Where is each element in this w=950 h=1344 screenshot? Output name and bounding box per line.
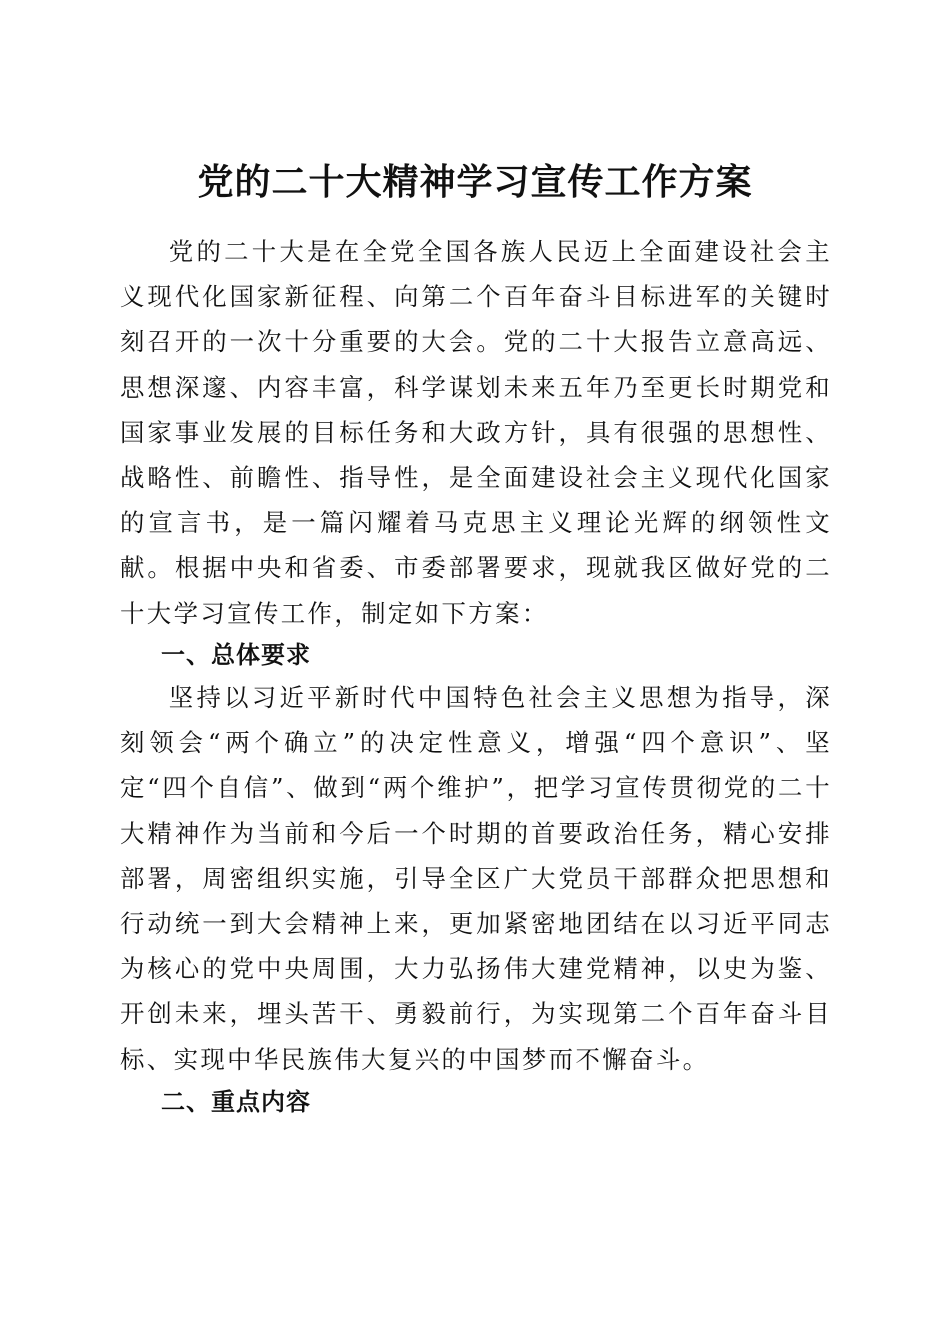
document-title: 党的二十大精神学习宣传工作方案	[197, 161, 753, 204]
intro-paragraph: 党的二十大是在全党全国各族人民迈上全面建设社会主义现代化国家新征程、向第二个百年奋斗目标进军的关键时刻召开的一次十分重要的大会。党的二十大报告立意高远、思想深邃、内容丰富，科学谋划未来五年乃至更长时期党和国家事业发展的目标任务和大政方针，具有很强的思想性、战略性、前瞻性、指导性，是全面建设社会主义现代化国家的宣言书，是一篇闪耀着马克思主义理论光辉的纲领性文献。根据中央和省委、市委部署要求，现就我区做好党的二十大学习宣传工作，制定如下方案：	[120, 237, 832, 628]
general-requirements-paragraph: 坚持以习近平新时代中国特色社会主义思想为指导，深刻领会“两个确立”的决定性意义，增强“四个意识”、坚定“四个自信”、做到“两个维护”，把学习宣传贯彻党的二十大精神作为当前和今后一个时期的首要政治任务，精心安排部署，周密组织实施，引导全区广大党员干部群众把思想和行动统一到大会精神上来，更加紧密地团结在以习近平同志为核心的党中央周围，大力弘扬伟大建党精神，以史为鉴、开创未来，埋头苦干、勇毅前行，为实现第二个百年奋斗目标、实现中华民族伟大复兴的中国梦而不懈奋斗。	[120, 683, 832, 1074]
section-heading-general-requirements: 一、总体要求	[161, 641, 311, 669]
section-heading-key-content: 二、重点内容	[161, 1088, 311, 1116]
